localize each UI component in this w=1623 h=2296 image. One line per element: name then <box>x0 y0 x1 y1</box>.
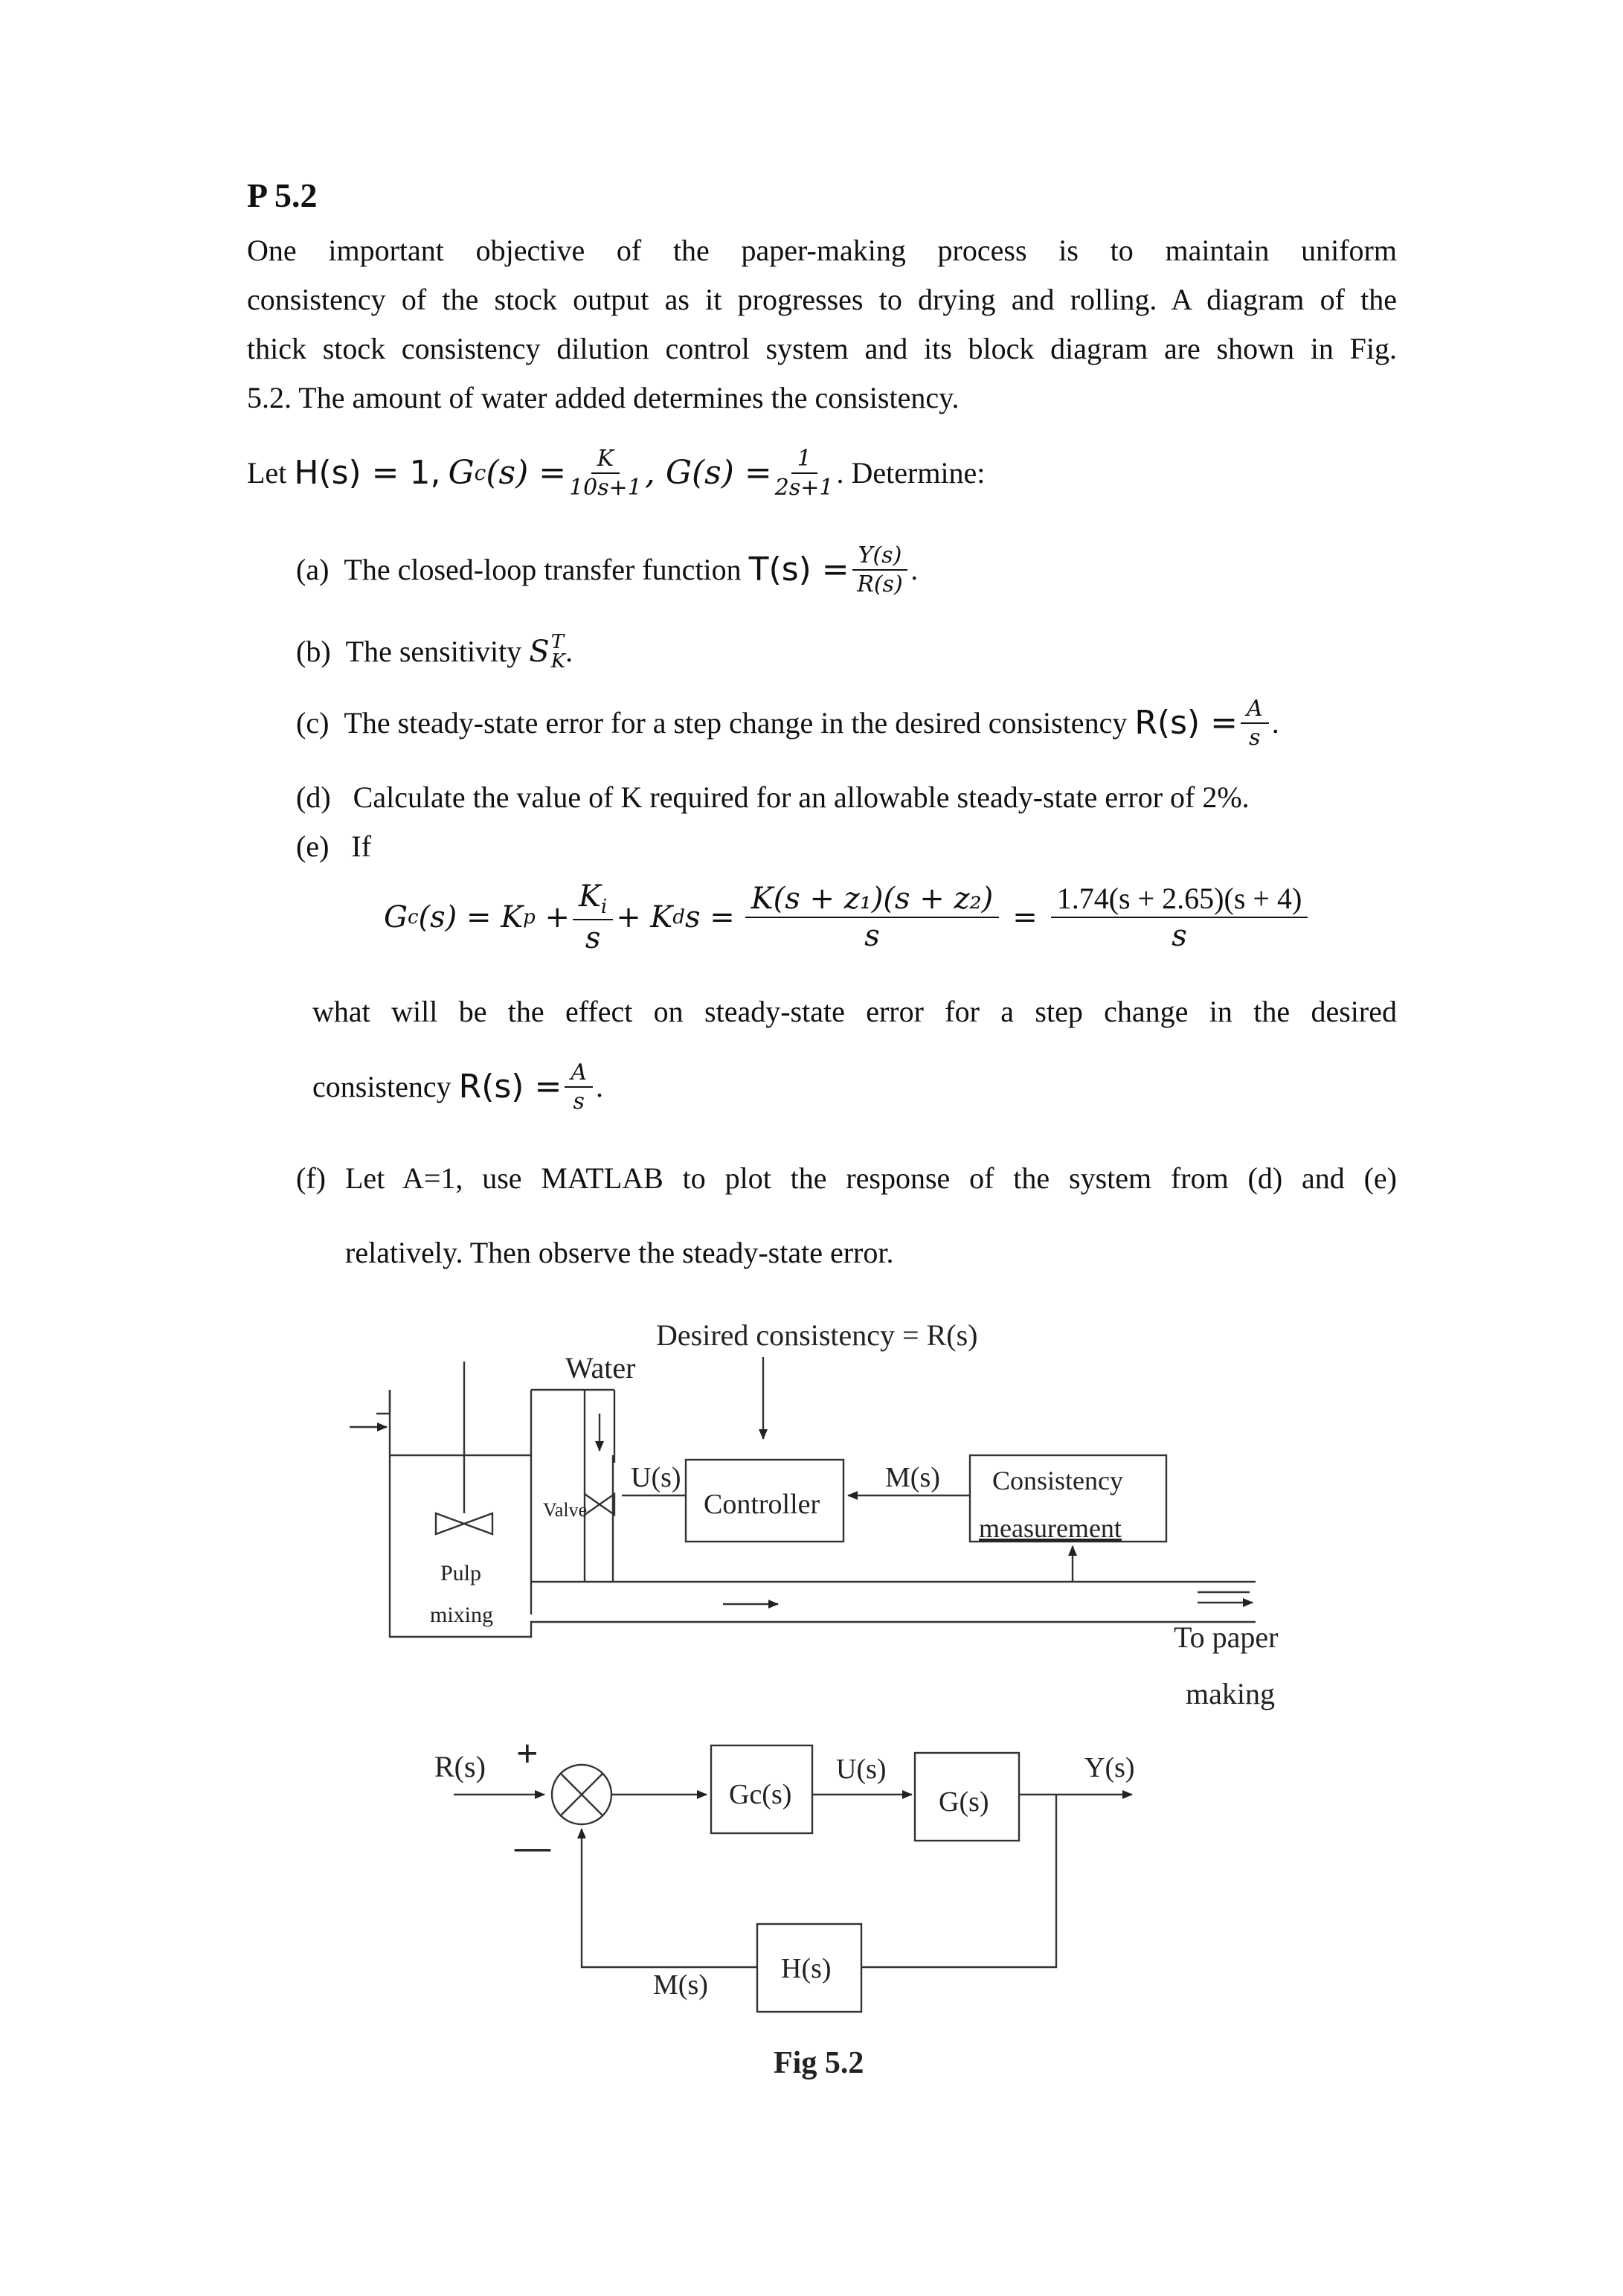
gc-symbol: G <box>448 454 475 492</box>
part-e-consistency: consistency <box>312 1070 451 1103</box>
part-a-label: (a) <box>296 553 330 586</box>
eq-kp-sub: p <box>523 906 536 929</box>
h-equation: H(s) = 1, <box>294 454 441 492</box>
bd-r-label: R(s) <box>434 1750 486 1783</box>
gc-denominator: 10s+1 <box>569 475 642 501</box>
ki-denominator: s <box>585 921 601 956</box>
part-e-rs: R(s) = <box>458 1068 562 1106</box>
zero-form-numerator: K(s + z₁)(s + z₂) <box>745 882 999 918</box>
bd-m-label: M(s) <box>653 1969 708 2001</box>
part-e-line1: what will be the effect on steady-state error for a step change in the desired <box>312 995 1397 1028</box>
part-e-rs-denominator: s <box>573 1088 585 1115</box>
eq-gc-sub: c <box>407 906 419 929</box>
mixing-label: mixing <box>430 1603 494 1627</box>
m-label: M(s) <box>885 1462 940 1493</box>
eq-kd-sub: d <box>672 906 685 929</box>
numeric-denominator: s <box>1172 919 1187 953</box>
eq-kd: + K <box>616 900 673 934</box>
water-label: Water <box>565 1351 636 1385</box>
bd-u-label: U(s) <box>836 1754 887 1785</box>
gc-numerator: K <box>591 446 620 474</box>
part-b-text: The sensitivity <box>345 635 522 668</box>
bd-g-label: G(s) <box>939 1786 989 1818</box>
summing-junction-cross <box>561 1774 602 1815</box>
rs-numerator: A <box>1241 696 1269 724</box>
rs-symbol: R(s) = <box>1134 704 1238 742</box>
valve-icon <box>585 1494 614 1515</box>
sensitivity-sup: T <box>550 631 565 653</box>
tf-numerator: Y(s) <box>852 543 908 571</box>
g-denominator: 2s+1 <box>774 475 834 501</box>
ki-numerator: K <box>578 879 601 914</box>
part-e-rs-numerator: A <box>565 1060 593 1088</box>
controller-label: Controller <box>704 1489 820 1520</box>
bd-h-label: H(s) <box>781 1953 832 1984</box>
part-b-label: (b) <box>296 635 331 668</box>
part-c-text: The steady-state error for a step change in the desired consistency <box>344 706 1128 740</box>
bd-minus-sign: — <box>515 1827 550 1867</box>
u-label: U(s) <box>631 1462 681 1493</box>
eq-gc-arg: (s) = K <box>418 900 524 934</box>
tf-symbol: T(s) = <box>748 551 849 589</box>
pulp-label: Pulp <box>440 1561 482 1585</box>
intro-line: consistency of the stock output as it progresses to drying and rolling. A diagram of the <box>247 283 1397 316</box>
bd-feedback-top <box>861 1795 1056 1967</box>
agitator-icon <box>436 1513 492 1534</box>
figure-caption: Fig 5.2 <box>774 2046 864 2080</box>
part-f-line1: Let A=1, use MATLAB to plot the response of the system from (d) and (e) <box>345 1161 1397 1195</box>
tank-outline-left <box>390 1455 1256 1637</box>
bd-plus-sign: + <box>516 1733 539 1775</box>
gc-arg: (s) = <box>486 454 567 492</box>
tf-denominator: R(s) <box>857 571 903 597</box>
to-paper-label: To paper <box>1174 1620 1279 1654</box>
part-b-period: . <box>565 635 573 668</box>
making-label: making <box>1186 1677 1275 1710</box>
eq-equals: = <box>1012 900 1038 934</box>
part-a-text: The closed-loop transfer function <box>344 553 742 586</box>
numeric-numerator: 1.74(s + 2.65)(s + 4) <box>1051 882 1308 918</box>
part-f-label: (f) <box>296 1161 326 1195</box>
bd-y-label: Y(s) <box>1084 1752 1135 1783</box>
valve-label: Valve <box>543 1499 588 1521</box>
part-e-label: (e) <box>296 830 330 863</box>
g-equation: , G(s) = <box>644 454 772 492</box>
bd-gc-label: Gc(s) <box>729 1779 792 1810</box>
part-d-label: (d) <box>296 780 331 814</box>
intro-line: One important objective of the paper-making process is to maintain uniform <box>247 234 1397 267</box>
rs-denominator: s <box>1249 725 1261 751</box>
sensitivity-symbol: S <box>529 635 550 669</box>
measurement-label: measurement <box>979 1513 1122 1543</box>
intro-line: thick stock consistency dilution control system and its block diagram are shown in Fig. <box>247 332 1397 365</box>
part-a-period: . <box>910 553 919 586</box>
g-numerator: 1 <box>791 446 817 474</box>
ki-sub: i <box>600 895 608 918</box>
eq-gc: G <box>384 900 408 934</box>
part-e-period: . <box>595 1070 603 1103</box>
part-d-text: Calculate the value of K required for an allowable steady-state error of 2%. <box>353 780 1250 814</box>
bd-feedback-arrow <box>582 1829 757 1967</box>
let-prefix: Let <box>247 456 287 490</box>
gc-subscript: c <box>474 461 486 485</box>
part-c-period: . <box>1271 706 1279 740</box>
part-e-text: If <box>351 830 372 863</box>
part-f-line2: relatively. Then observe the steady-state error. <box>345 1236 894 1269</box>
eq-kd-s: s = <box>684 900 735 934</box>
part-c-label: (c) <box>296 706 330 740</box>
stock-inlet-pipe <box>376 1390 390 1414</box>
intro-line: 5.2. The amount of water added determines the consistency. <box>247 381 960 414</box>
determine-label: . Determine: <box>836 456 986 490</box>
sensitivity-sub: K <box>550 650 566 673</box>
consistency-label: Consistency <box>992 1466 1123 1495</box>
zero-form-denominator: s <box>864 919 880 953</box>
desired-consistency-label: Desired consistency = R(s) <box>656 1318 978 1352</box>
problem-title: P 5.2 <box>247 176 318 214</box>
eq-plus: + <box>544 900 570 934</box>
